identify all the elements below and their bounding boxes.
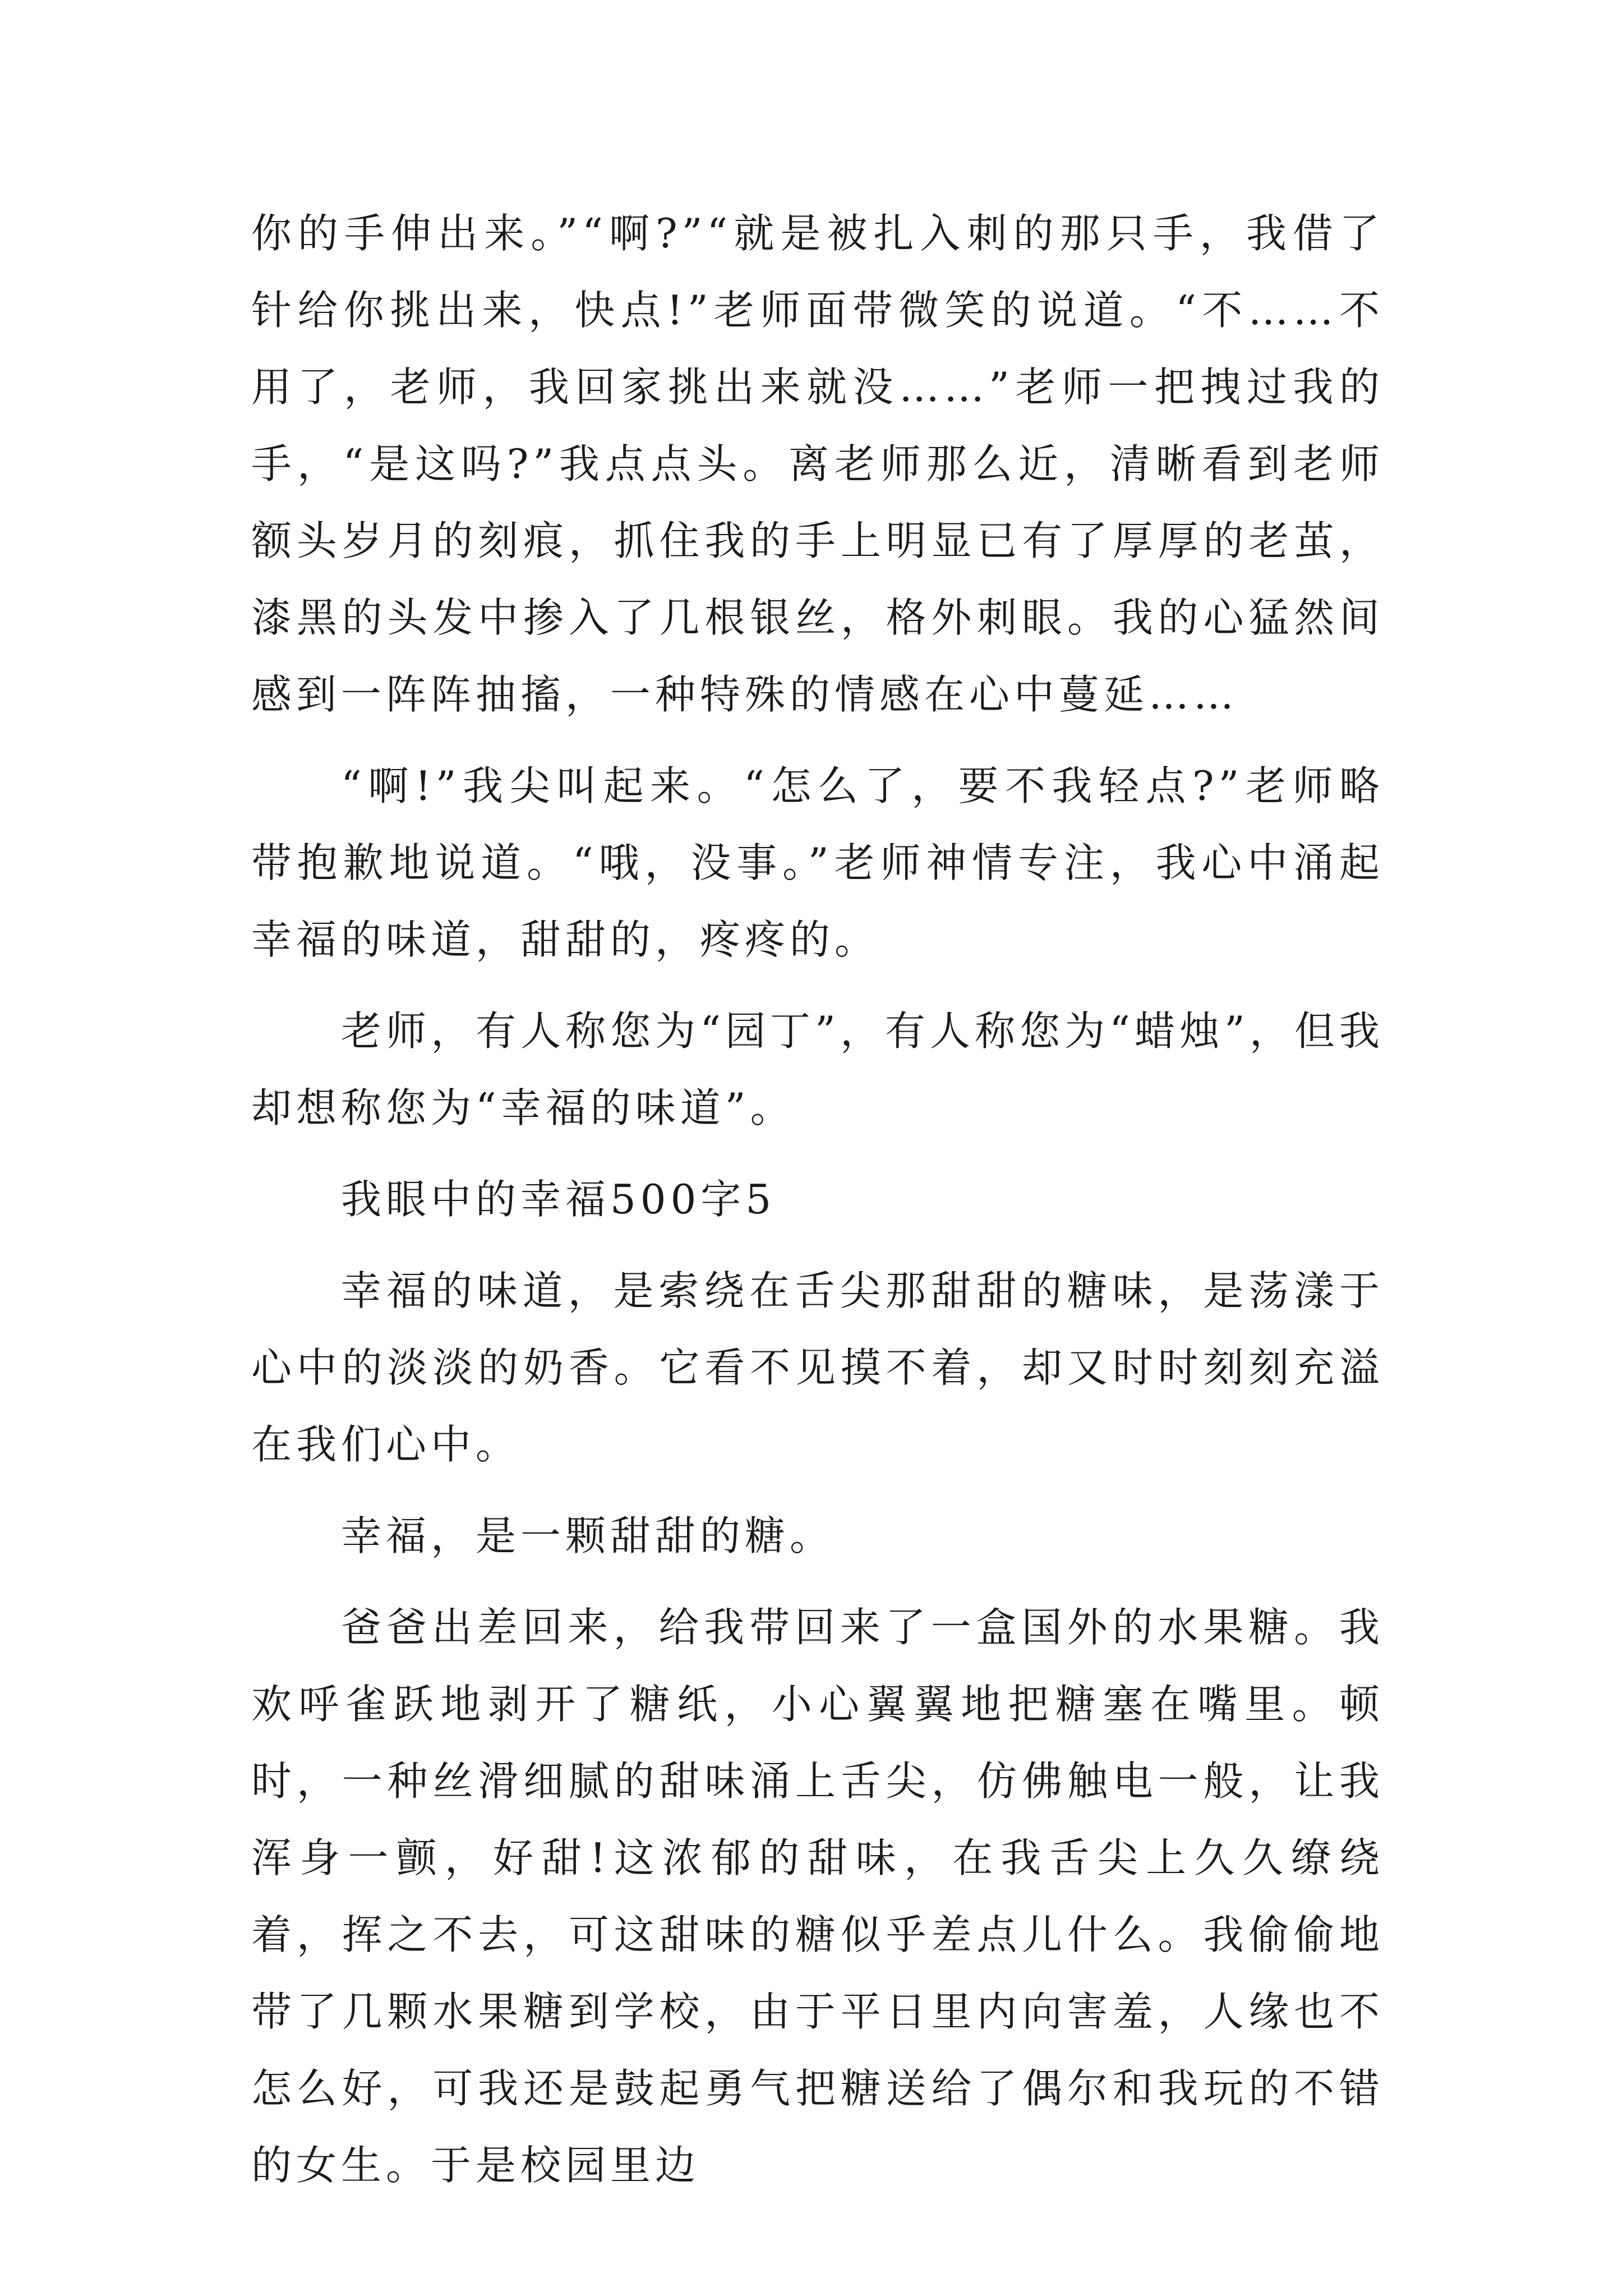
- paragraph-continuation: 你的手伸出来。”“啊?”“就是被扎入刺的那只手，我借了针给你挑出来，快点!”老师面带微笑的说道。“不……不用了，老师，我回家挑出来就没……”老师一把拽过我的手，“是这吗?”我点点头。离老师那么近，清晰看到老师额头岁月的刻痕，抓住我的手上明显已有了厚厚的老茧，漆黑的头发中掺入了几根银丝，格外刺眼。我的心猛然间感到一阵阵抽搐，一种特殊的情感在心中蔓延……: [251, 210, 1384, 718]
- paragraph-scream: “啊!”我尖叫起来。“怎么了，要不我轻点?”老师略带抱歉地说道。“哦，没事。”老师神情专注，我心中涌起幸福的味道，甜甜的，疼疼的。: [251, 762, 1384, 963]
- section-heading: 我眼中的幸福500字5: [341, 1176, 776, 1223]
- paragraph-teacher-tribute: 老师，有人称您为“园丁”，有人称您为“蜡烛”，但我却想称您为“幸福的味道”。: [251, 1007, 1384, 1131]
- paragraph-happiness-taste: 幸福的味道，是索绕在舌尖那甜甜的糖味，是荡漾于心中的淡淡的奶香。它看不见摸不着，却又时时刻刻充溢在我们心中。: [251, 1267, 1384, 1468]
- document-page: [251, 195, 1384, 2219]
- paragraph-fruit-candy: 爸爸出差回来，给我带回来了一盒国外的水果糖。我欢呼雀跃地剥开了糖纸，小心翼翼地把糖塞在嘴里。顿时，一种丝滑细腻的甜味涌上舌尖，仿佛触电一般，让我浑身一颤，好甜!这浓郁的甜味，在我舌尖上久久缭绕着，挥之不去，可这甜味的糖似乎差点儿什么。我偷偷地带了几颗水果糖到学校，由于平日里内向害羞，人缘也不怎么好，可我还是鼓起勇气把糖送给了偶尔和我玩的不错的女生。于是校园里边: [251, 1604, 1384, 2189]
- paragraph-sweet-candy: 幸福，是一颗甜甜的糖。: [341, 1512, 835, 1559]
